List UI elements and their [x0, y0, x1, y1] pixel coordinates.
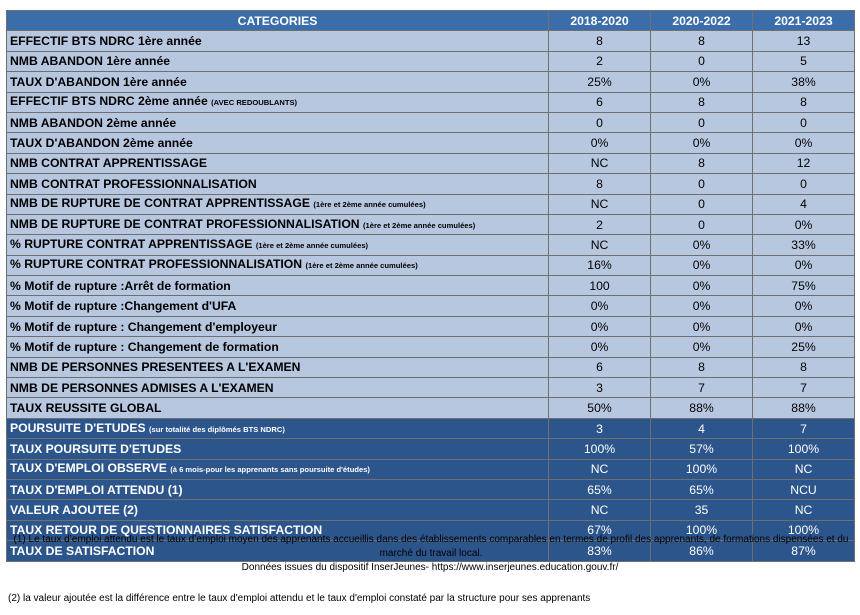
- value-cell: 0%: [651, 235, 753, 255]
- table-row: [7, 500, 855, 520]
- row-label-cell: [7, 479, 549, 499]
- row-label-cell: [7, 378, 549, 398]
- row-label: NMB ABANDON 1ère année: [10, 54, 171, 69]
- value-cell: 88%: [651, 398, 753, 418]
- table-row: [7, 153, 855, 173]
- value-cell: 65%: [651, 479, 753, 499]
- row-label-cell: [7, 194, 549, 214]
- value-cell: 7: [651, 378, 753, 398]
- header-2018-2020: 2018-2020: [549, 11, 651, 31]
- row-label-cell: [7, 316, 549, 336]
- row-label: TAUX DE SATISFACTION: [10, 543, 155, 558]
- value-cell: 0%: [549, 316, 651, 336]
- row-label-cell: [7, 459, 549, 479]
- value-cell: 0: [651, 174, 753, 194]
- value-cell: 0: [651, 112, 753, 132]
- value-cell: 100%: [753, 520, 855, 540]
- table-row: [7, 276, 855, 296]
- row-label: NMB DE PERSONNES ADMISES A L'EXAMEN: [10, 380, 274, 395]
- value-cell: 0: [753, 112, 855, 132]
- table-row: [7, 378, 855, 398]
- row-label-cell: [7, 235, 549, 255]
- table-row: [7, 194, 855, 214]
- value-cell: 7: [753, 378, 855, 398]
- row-note: (1ère et 2ème année cumulées): [363, 220, 476, 230]
- row-label: TAUX POURSUITE D'ETUDES: [10, 441, 182, 456]
- table-row: [7, 479, 855, 499]
- value-cell: 8: [753, 92, 855, 112]
- value-cell: 8: [753, 357, 855, 377]
- table-row: [7, 92, 855, 112]
- value-cell: 6: [549, 357, 651, 377]
- footnote-1: (1) Le taux d’emploi attendu est le taux d’emploi moyen des apprenants accueillis dans des établissements comparables en termes de profil des apprenants, de formations dispensées et du marché du travail local.: [13, 534, 849, 559]
- row-label: NMB CONTRAT PROFESSIONNALISATION: [10, 176, 257, 191]
- table-row: [7, 214, 855, 234]
- table-row: [7, 296, 855, 316]
- value-cell: 83%: [549, 541, 651, 561]
- row-label-cell: [7, 133, 549, 153]
- value-cell: 0%: [651, 72, 753, 92]
- table-row: [7, 72, 855, 92]
- value-cell: NC: [549, 153, 651, 173]
- table-row: [7, 133, 855, 153]
- value-cell: 8: [651, 357, 753, 377]
- row-label-cell: [7, 112, 549, 132]
- row-label-cell: [7, 357, 549, 377]
- row-label: % Motif de rupture : Changement d'employeur: [10, 319, 277, 334]
- value-cell: 87%: [753, 541, 855, 561]
- value-cell: 12: [753, 153, 855, 173]
- row-label: TAUX D'ABANDON 2ème année: [10, 136, 193, 151]
- row-label: % RUPTURE CONTRAT APPRENTISSAGE: [10, 236, 253, 251]
- row-label-cell: [7, 174, 549, 194]
- value-cell: NC: [549, 500, 651, 520]
- row-label-cell: [7, 296, 549, 316]
- value-cell: 6: [549, 92, 651, 112]
- value-cell: 86%: [651, 541, 753, 561]
- value-cell: 7: [753, 418, 855, 438]
- value-cell: 100%: [549, 439, 651, 459]
- row-note: (1ère et 2ème année cumulées): [305, 261, 418, 271]
- footnote-2: (2) la valeur ajoutée est la différence entre le taux d'emploi attendu et le taux d'emploi constaté par la structure pour ses apprenants: [8, 593, 591, 604]
- table-row: [7, 357, 855, 377]
- row-note: (AVEC REDOUBLANTS): [211, 98, 298, 108]
- value-cell: 38%: [753, 72, 855, 92]
- value-cell: 0%: [651, 255, 753, 275]
- value-cell: 0: [651, 51, 753, 71]
- table-row: [7, 174, 855, 194]
- value-cell: 0: [651, 194, 753, 214]
- row-label: POURSUITE D'ETUDES: [10, 420, 146, 435]
- value-cell: 0%: [753, 214, 855, 234]
- value-cell: 88%: [753, 398, 855, 418]
- row-label-cell: [7, 500, 549, 520]
- value-cell: 16%: [549, 255, 651, 275]
- row-label: TAUX D'EMPLOI OBSERVE: [10, 461, 167, 476]
- footnote-source: Données issues du dispositif InserJeunes- https://www.inserjeunes.education.gouv.fr/: [241, 562, 619, 573]
- row-label-cell: [7, 72, 549, 92]
- table-row: [7, 418, 855, 438]
- row-label: % Motif de rupture : Changement de formation: [10, 339, 279, 354]
- header-categories: CATEGORIES: [7, 11, 549, 31]
- value-cell: NC: [549, 235, 651, 255]
- value-cell: 0%: [651, 276, 753, 296]
- row-label: % RUPTURE CONTRAT PROFESSIONNALISATION: [10, 257, 303, 272]
- row-label: TAUX D'EMPLOI ATTENDU (1): [10, 482, 183, 497]
- statistics-table: [6, 10, 855, 562]
- row-note: (1ère et 2ème année cumulées): [255, 240, 369, 250]
- row-label-cell: [7, 51, 549, 71]
- value-cell: 2: [549, 51, 651, 71]
- table-row: [7, 316, 855, 336]
- value-cell: 25%: [549, 72, 651, 92]
- row-label-cell: [7, 439, 549, 459]
- value-cell: 35: [651, 500, 753, 520]
- row-label-cell: [7, 92, 549, 112]
- row-label: % Motif de rupture :Arrêt de formation: [10, 278, 231, 293]
- value-cell: 0%: [549, 133, 651, 153]
- value-cell: 25%: [753, 337, 855, 357]
- value-cell: 8: [651, 92, 753, 112]
- value-cell: 0%: [753, 296, 855, 316]
- table-header-row: [7, 11, 855, 31]
- value-cell: 0%: [753, 133, 855, 153]
- table-row: [7, 112, 855, 132]
- row-label: TAUX D'ABANDON 1ère année: [10, 74, 187, 89]
- row-label-cell: [7, 398, 549, 418]
- value-cell: 3: [549, 378, 651, 398]
- value-cell: 13: [753, 31, 855, 51]
- row-label-cell: [7, 276, 549, 296]
- header-2020-2022: 2020-2022: [651, 11, 753, 31]
- row-label: NMB CONTRAT APPRENTISSAGE: [10, 156, 208, 171]
- row-label: EFFECTIF BTS NDRC 1ère année: [10, 34, 202, 49]
- row-label: TAUX RETOUR DE QUESTIONNAIRES SATISFACTION: [10, 523, 323, 538]
- value-cell: 50%: [549, 398, 651, 418]
- value-cell: 2: [549, 214, 651, 234]
- row-label-cell: [7, 214, 549, 234]
- row-label-cell: [7, 31, 549, 51]
- table-row: [7, 255, 855, 275]
- value-cell: 67%: [549, 520, 651, 540]
- value-cell: 0: [549, 112, 651, 132]
- value-cell: 100: [549, 276, 651, 296]
- value-cell: 0: [651, 214, 753, 234]
- row-note: (à 6 mois-pour les apprenants sans poursuite d'études): [170, 465, 370, 475]
- row-label-cell: [7, 418, 549, 438]
- table-row: [7, 31, 855, 51]
- value-cell: 8: [549, 174, 651, 194]
- value-cell: NC: [549, 194, 651, 214]
- value-cell: 100%: [651, 459, 753, 479]
- value-cell: NCU: [753, 479, 855, 499]
- value-cell: 100%: [753, 439, 855, 459]
- header-2021-2023: 2021-2023: [753, 11, 855, 31]
- row-note: (sur totalité des diplômés BTS NDRC): [149, 424, 285, 434]
- row-note: (1ère et 2ème année cumulées): [313, 200, 426, 210]
- value-cell: 33%: [753, 235, 855, 255]
- row-label: NMB DE RUPTURE DE CONTRAT APPRENTISSAGE: [10, 196, 310, 211]
- value-cell: 8: [549, 31, 651, 51]
- row-label: % Motif de rupture :Changement d'UFA: [10, 299, 237, 314]
- value-cell: NC: [753, 500, 855, 520]
- value-cell: 4: [753, 194, 855, 214]
- table-row: [7, 235, 855, 255]
- table-row: [7, 459, 855, 479]
- value-cell: NC: [549, 459, 651, 479]
- row-label: VALEUR AJOUTEE (2): [10, 503, 138, 518]
- row-label: NMB DE PERSONNES PRESENTEES A L'EXAMEN: [10, 360, 301, 375]
- value-cell: 0%: [549, 296, 651, 316]
- value-cell: 0%: [549, 337, 651, 357]
- value-cell: 0%: [651, 133, 753, 153]
- value-cell: 3: [549, 418, 651, 438]
- table-body: [7, 31, 855, 561]
- value-cell: 8: [651, 31, 753, 51]
- table-row: [7, 439, 855, 459]
- table-row: [7, 51, 855, 71]
- value-cell: 75%: [753, 276, 855, 296]
- value-cell: 0%: [651, 337, 753, 357]
- row-label-cell: [7, 337, 549, 357]
- row-label-cell: [7, 255, 549, 275]
- value-cell: 0%: [651, 296, 753, 316]
- value-cell: 4: [651, 418, 753, 438]
- value-cell: 8: [651, 153, 753, 173]
- row-label: NMB ABANDON 2ème année: [10, 115, 177, 130]
- row-label: EFFECTIF BTS NDRC 2ème année: [10, 94, 208, 109]
- value-cell: 0%: [753, 255, 855, 275]
- value-cell: 5: [753, 51, 855, 71]
- value-cell: 100%: [651, 520, 753, 540]
- table-row: [7, 337, 855, 357]
- value-cell: 0%: [753, 316, 855, 336]
- value-cell: 0: [753, 174, 855, 194]
- table-row: [7, 398, 855, 418]
- row-label: TAUX REUSSITE GLOBAL: [10, 401, 162, 416]
- value-cell: 65%: [549, 479, 651, 499]
- value-cell: NC: [753, 459, 855, 479]
- value-cell: 0%: [651, 316, 753, 336]
- value-cell: 57%: [651, 439, 753, 459]
- row-label-cell: [7, 153, 549, 173]
- row-label: NMB DE RUPTURE DE CONTRAT PROFESSIONNALISATION: [10, 216, 360, 231]
